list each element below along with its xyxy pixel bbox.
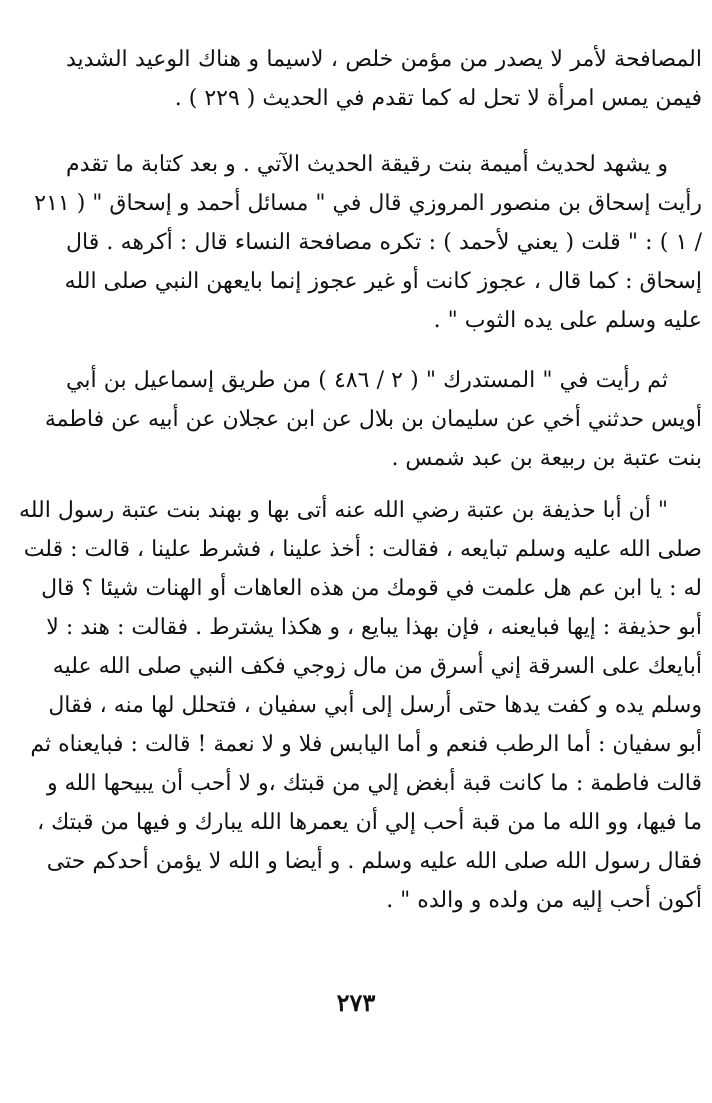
text-line: صلى الله عليه وسلم تبايعه ، فقالت : أخذ علينا ، فشرط علينا ، قالت : قلت [23, 537, 702, 562]
paragraph-1 [66, 40, 702, 118]
text-line: ما فيها، وو الله ما من قبة أحب إلي أن يعمرها الله يبارك و فيها من قبتك ، [37, 810, 702, 835]
text-line: ثم رأيت في " المستدرك " ( ٢ / ٤٨٦ ) من طريق إسماعيل بن أبي [66, 368, 669, 393]
text-line: رأيت إسحاق بن منصور المروزي قال في " مسائل أحمد و إسحاق " ( ٢١١ [34, 191, 702, 216]
paragraph-3 [44, 361, 702, 478]
text-line: إسحاق : كما قال ، عجوز كانت أو غير عجوز إنما بايعهن النبي صلى الله [64, 269, 702, 294]
text-line: فيمن يمس امرأة لا تحل له كما تقدم في الحديث ( ٢٢٩ ) . [174, 86, 702, 111]
text-line: أبو سفيان : أما الرطب فنعم و أما اليابس فلا و لا نعمة ! قالت : فبايعناه ثم [30, 732, 702, 757]
text-line: و يشهد لحديث أميمة بنت رقيقة الحديث الآتي . و بعد كتابة ما تقدم [66, 152, 668, 177]
text-line: / ١ ) : " قلت ( يعني لأحمد ) : تكره مصافحة النساء قال : أكرهه . قال [66, 230, 702, 255]
text-line: أبو حذيفة : إيها فبايعنه ، فإن بهذا يبايع ، و هكذا يشترط . فقالت : هند : لا [46, 615, 702, 640]
text-line: بنت عتبة بن ربيعة بن عبد شمس . [391, 446, 702, 471]
text-line: له : يا ابن عم هل علمت في قومك من هذه العاهات أو الهنات شيئا ؟ قال [41, 576, 702, 601]
text-line: " أن أبا حذيفة بن عتبة رضي الله عنه أتى بها و بهند بنت عتبة رسول الله [18, 498, 668, 523]
text-line: وسلم يده و كفت يدها حتى أرسل إلى أبي سفيان ، فتحلل لها منه ، فقال [48, 693, 702, 718]
page-number: ٢٧٣ [336, 988, 376, 1017]
text-line: أكون أحب إليه من ولده و والده " . [386, 888, 702, 913]
paragraph-2 [34, 145, 702, 340]
text-line: عليه وسلم على يده الثوب " . [433, 308, 702, 333]
text-line: قالت فاطمة : ما كانت قبة أبغض إلي من قبتك ،و لا أحب أن يبيحها الله و [46, 771, 702, 796]
paragraph-4 [18, 491, 702, 920]
text-line: المصافحة لأمر لا يصدر من مؤمن خلص ، لاسيما و هناك الوعيد الشديد [66, 47, 702, 72]
text-line: أويس حدثني أخي عن سليمان بن بلال عن ابن عجلان عن أبيه عن فاطمة [44, 407, 702, 432]
text-line: فقال رسول الله صلى الله عليه وسلم . و أيضا و الله لا يؤمن أحدكم حتى [46, 849, 702, 874]
text-line: أبايعك على السرقة إني أسرق من مال زوجي فكف النبي صلى الله عليه [52, 654, 702, 679]
